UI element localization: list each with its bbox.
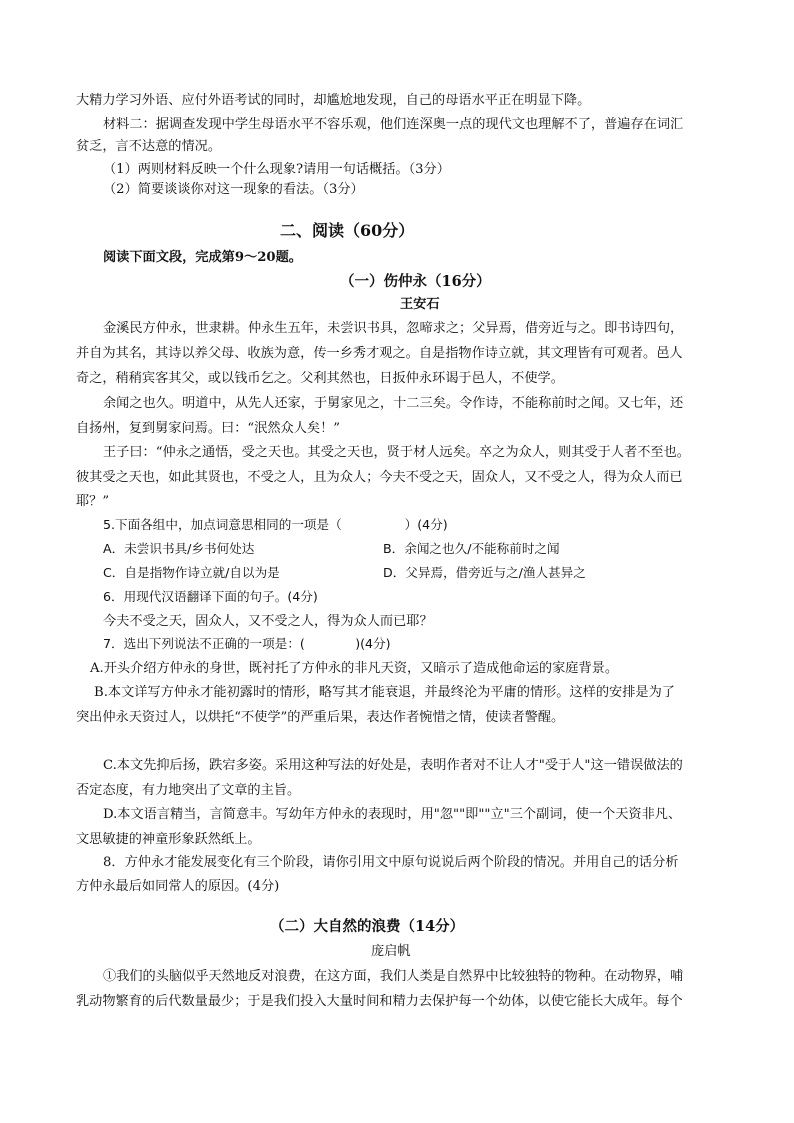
text-line: （一）伤仲永（16分） xyxy=(340,273,491,290)
text-line: 并自为其名，其诗以养父母、收族为意，传一乡秀才观之。自是指物作诗立就，其文理皆有可观者。邑人 xyxy=(76,346,683,361)
text-line: 材料二：据调查发现中学生母语水平不容乐观，他们连深奥一点的现代文也理解不了，普遍存在词汇 xyxy=(103,117,684,132)
text-line: 奇之，稍稍宾客其父，或以钱币乞之。父利其然也，日扳仲永环谒于邑人，不使学。 xyxy=(76,371,564,386)
text-line: ①我们的头脑似乎天然地反对浪费，在这方面，我们人类是自然界中比较独特的物种。在动物界，哺 xyxy=(103,969,684,984)
text-line: 贫乏，言不达意的情况。 xyxy=(76,139,222,154)
text-line: A．未尝识书具/乡书何处达 xyxy=(103,541,255,556)
text-line: 二、阅读（60分） xyxy=(280,221,415,240)
text-line: 彼其受之天也，如此其贤也，不受之人，且为众人；今夫不受之天，固众人，又不受之人，得为众人而已 xyxy=(76,470,683,485)
text-line: 自扬州，复到舅家问焉。曰：“泯然众人矣！” xyxy=(76,421,341,436)
text-line: （1）两则材料反映一个什么现象?请用一句话概括。（3分） xyxy=(103,162,450,177)
text-line: 耶？” xyxy=(76,494,110,509)
text-line: 阅读下面文段，完成第9～20题。 xyxy=(103,250,302,265)
text-line: 大精力学习外语、应付外语考试的同时，却尴尬地发现，自己的母语水平正在明显下降。 xyxy=(76,93,591,108)
text-line: 6．用现代汉语翻译下面的句子。(4分) xyxy=(103,589,318,604)
text-line: 突出仲永天资过人，以烘托“不使学”的严重后果，表达作者惋惜之情，使读者警醒。 xyxy=(76,710,565,725)
text-line: 乳动物繁育的后代数量最少；于是我们投入大量时间和精力去保护每一个幼体，以使它能长大成年。每个 xyxy=(76,994,683,1009)
text-line: D．父异焉，借旁近与之/渔人甚异之 xyxy=(383,565,586,580)
text-line: B.本文详写方仲永才能初露时的情形，略写其才能衰退，并最终沦为平庸的情形。这样的安排是为了 xyxy=(94,685,675,700)
text-line: 8．方仲永才能发展变化有三个阶段，请你引用文中原句说说后两个阶段的情况。并用自己的话分析 xyxy=(103,855,679,870)
text-line: （2）简要谈谈你对这一现象的看法。（3分） xyxy=(103,182,364,197)
text-line: 方仲永最后如同常人的原因。(4分) xyxy=(76,879,280,894)
text-line: 余闻之也久。明道中，从先人还家，于舅家见之，十二三矣。令作诗，不能称前时之闻。又七年，还 xyxy=(103,396,684,411)
text-line: 王子曰：“仲永之通悟，受之天也。其受之天也，贤于材人远矣。卒之为众人，则其受于人者不至也。 xyxy=(103,445,690,460)
text-line: 文思敏捷的神童形象跃然纸上。 xyxy=(76,832,261,847)
text-line: 今夫不受之天，固众人，又不受之人，得为众人而已耶？ xyxy=(103,614,433,629)
text-line: 庞启帆 xyxy=(371,944,411,959)
text-line: A.开头介绍方仲永的身世，既衬托了方仲永的非凡天资，又暗示了造成他命运的家庭背景。 xyxy=(90,661,619,676)
text-line: 金溪民方仲永，世隶耕。仲永生五年，未尝识书具，忽啼求之；父异焉，借旁近与之。即书诗四句， xyxy=(103,321,684,336)
text-line: 王安石 xyxy=(400,297,440,312)
text-line: 5.下面各组中，加点词意思相同的一项是（ ）(4分) xyxy=(103,517,448,532)
text-line: 7．选出下列说法不正确的一项是：( )(4分) xyxy=(103,636,391,651)
text-line: C．自是指物作诗立就/自以为是 xyxy=(103,565,280,580)
text-line: D.本文语言精当，言简意丰。写幼年方仲永的表现时，用"忽""即""立"三个副词，使一个天资非凡、 xyxy=(103,807,682,822)
text-line: B．余闻之也久/不能称前时之闻 xyxy=(383,541,560,556)
text-line: C.本文先抑后扬，跌宕多姿。采用这种写法的好处是，表明作者对不让人才"受于人"这一错误做法的 xyxy=(103,758,683,773)
text-line: （二）大自然的浪费（14分） xyxy=(270,918,465,935)
text-line: 否定态度，有力地突出了文章的主旨。 xyxy=(76,783,301,798)
